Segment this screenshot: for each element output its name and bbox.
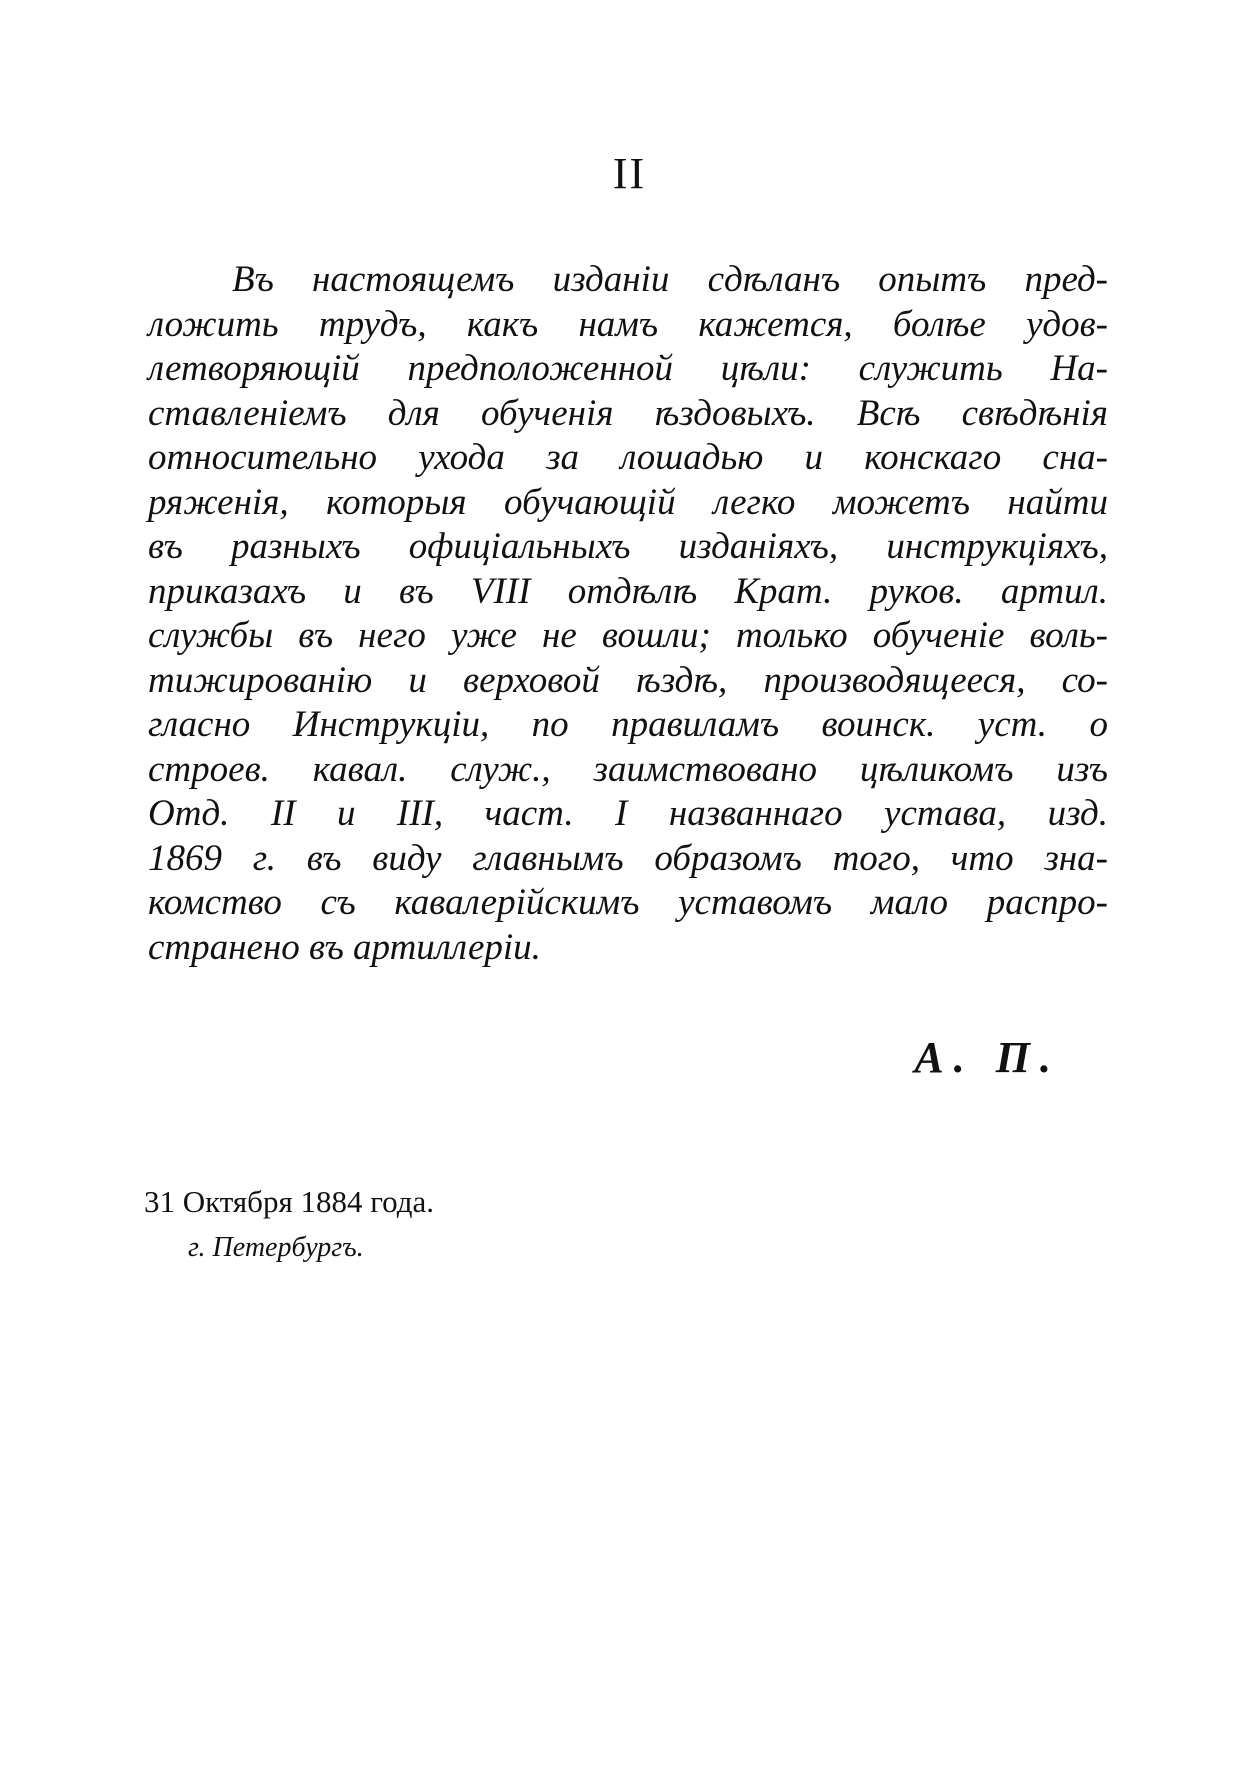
text-line: комство съ кавалерійскимъ уставомъ мало распро- [148,882,1108,923]
text-line: тижированію и верховой ѣздѣ, производящееся, со- [148,659,1108,701]
place-line: г. Петербургъ. [188,1232,364,1263]
text-line-last: странено въ артиллеріи. [148,926,541,968]
page-number: II [612,149,647,198]
text-line: Въ настоящемъ изданіи сдѣланъ опытъ пред- [232,259,1108,300]
date-line: 31 Октября 1884 года. [144,1184,435,1219]
text-line: ставленіемъ для обученія ѣздовыхъ. Всѣ свѣдѣнія [148,392,1108,434]
text-line: строев. кавал. служ., заимствовано цѣликомъ изъ [148,748,1108,790]
author-initials: А. П. [914,1033,1061,1082]
preface-text [148,258,1108,970]
text-line: относительно ухода за лошадью и конскаго сна- [148,437,1108,478]
text-line: ложить трудъ, какъ намъ кажется, болѣе удов- [148,303,1108,345]
text-line: въ разныхъ офиціальныхъ изданіяхъ, инструкціяхъ, [148,526,1108,567]
text-line: ряженія, которыя обучающій легко можетъ найти [148,481,1108,523]
text-line: 1869 г. въ виду главнымъ образомъ того, что зна- [148,837,1108,879]
text-line: приказахъ и въ VIII отдѣлѣ Крат. руков. артил. [148,570,1108,612]
text-line: летворяющій предположенной цѣли: служить На- [148,348,1108,389]
text-line: службы въ него уже не вошли; только обученіе воль- [148,615,1108,656]
text-line: Отд. II и III, част. I названнаго устава, изд. [148,793,1108,834]
text-line: гласно Инструкціи, по правиламъ воинск. уст. о [148,704,1108,745]
